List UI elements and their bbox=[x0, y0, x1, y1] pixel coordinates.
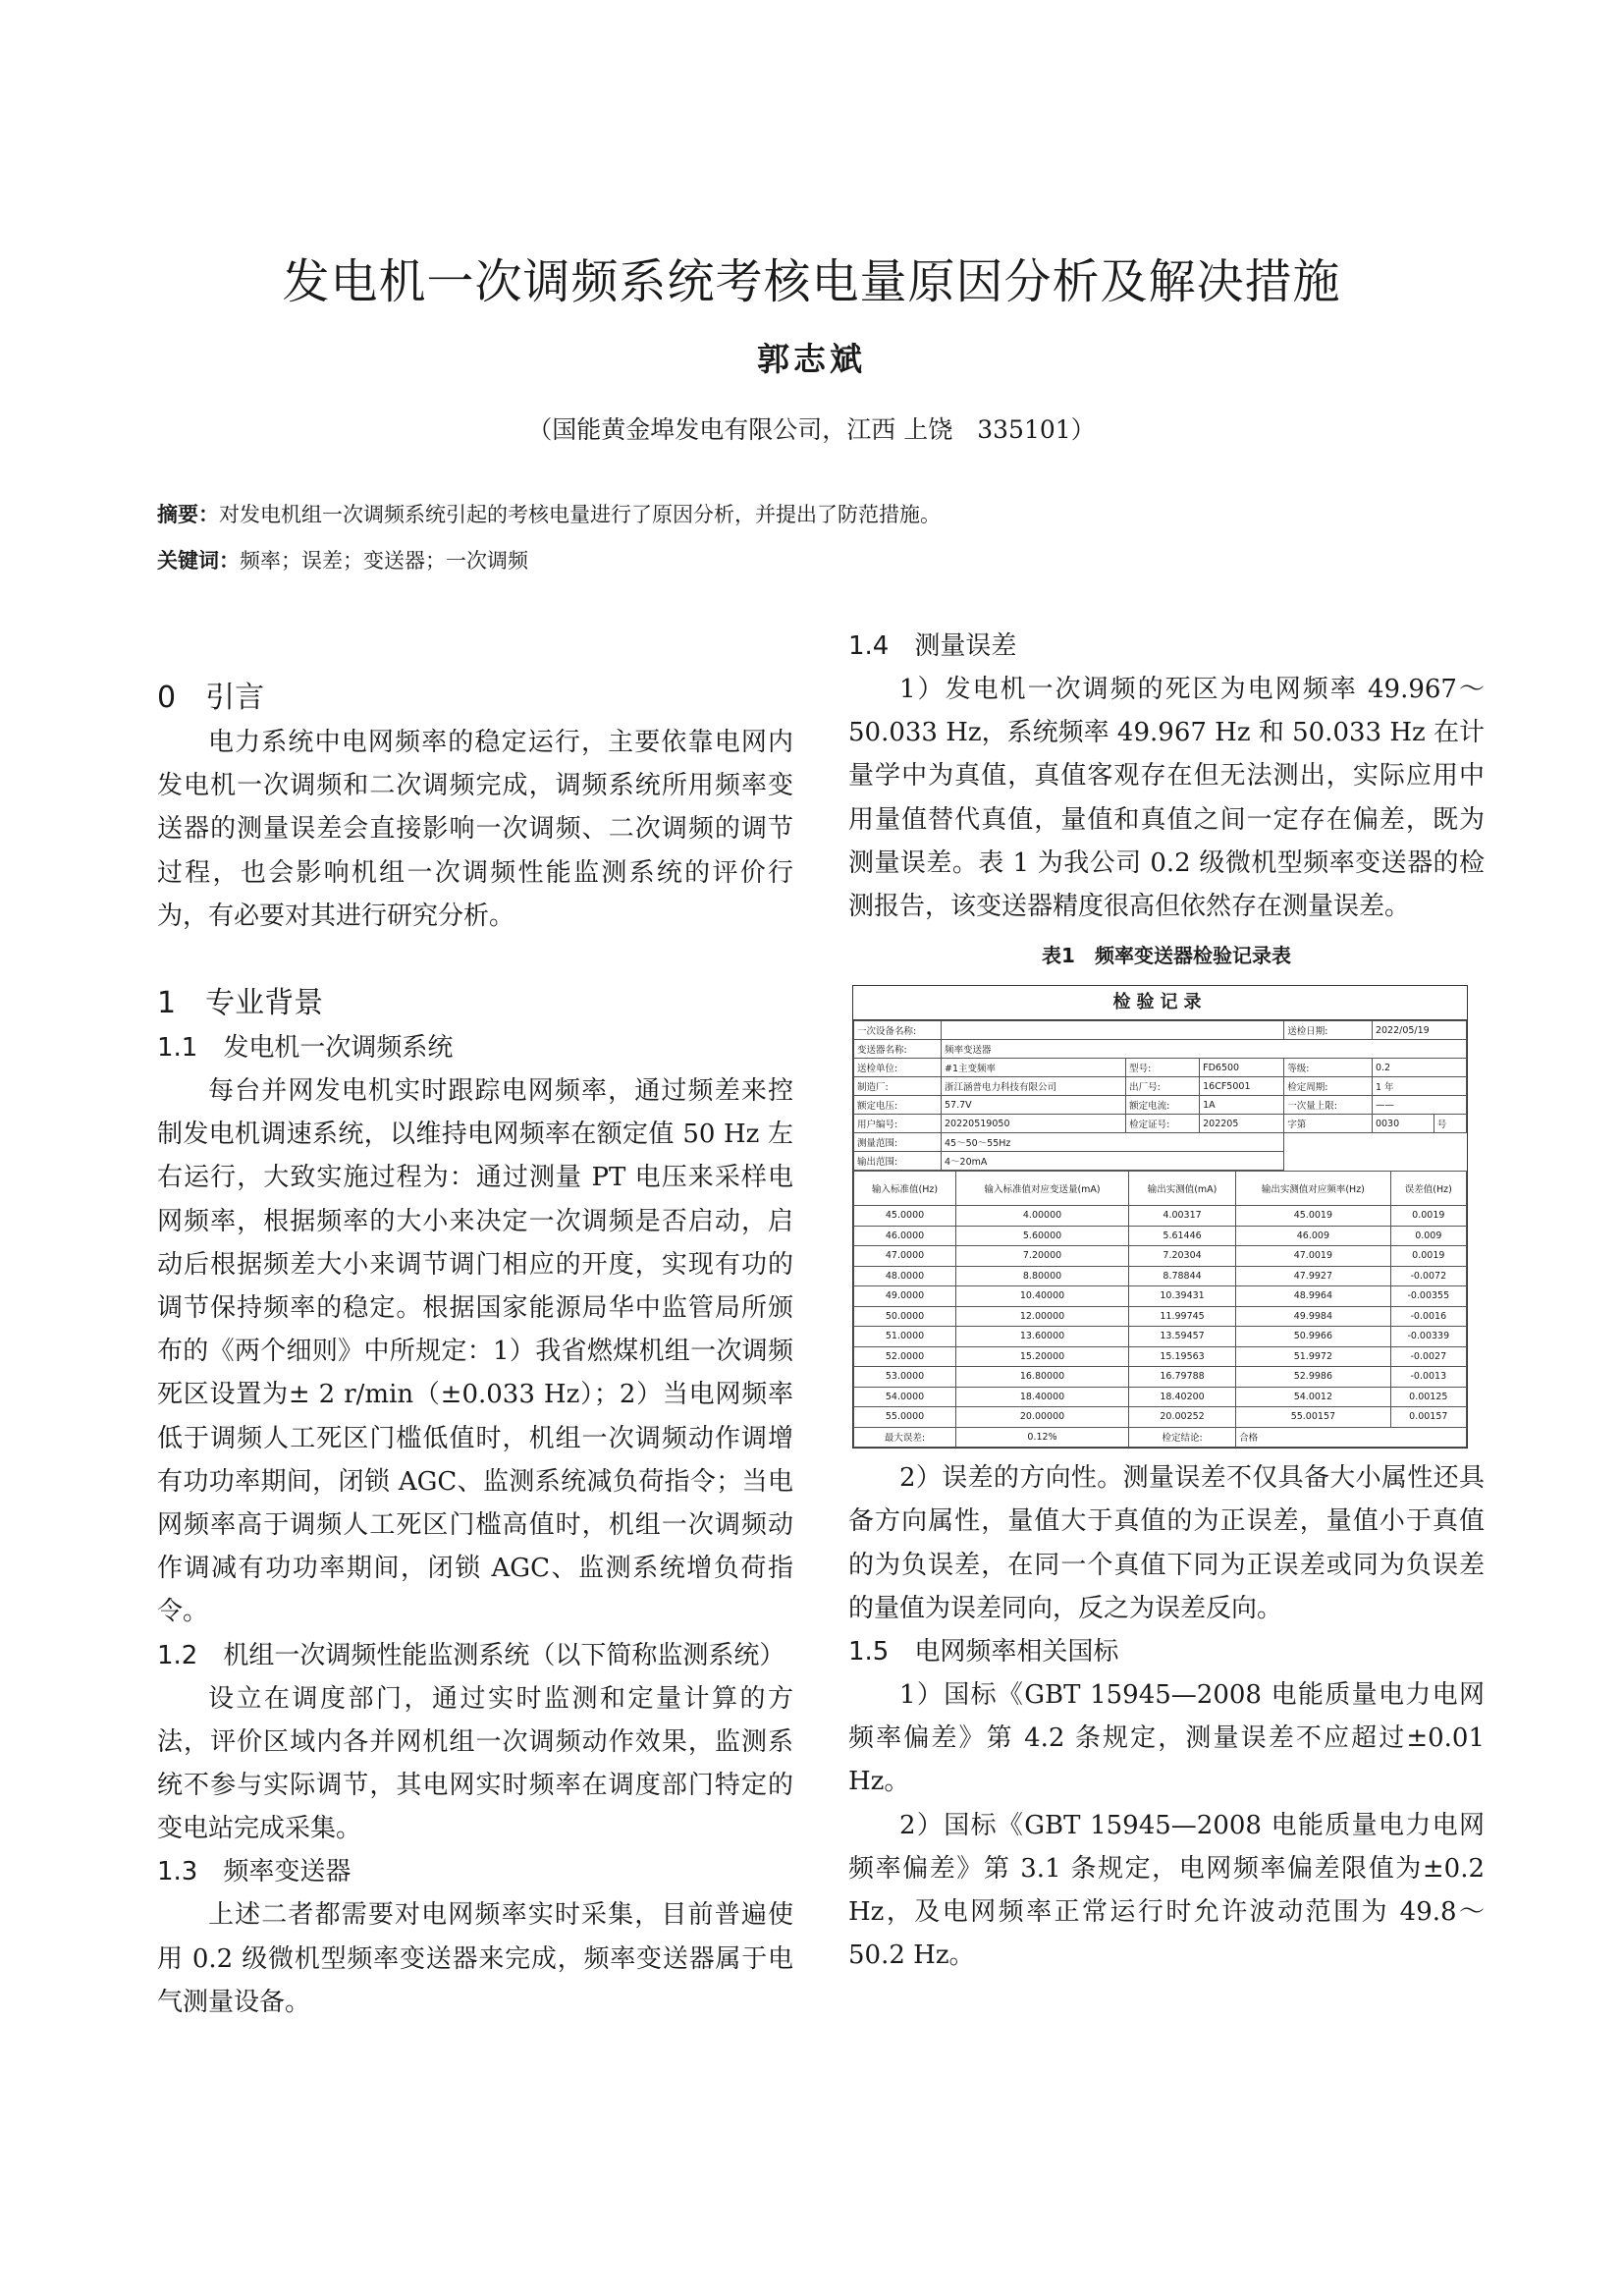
info-label: 等级: bbox=[1284, 1059, 1373, 1077]
table-row bbox=[854, 1346, 1467, 1367]
section-1-1-para: 每台并网发电机实时跟踪电网频率，通过频差来控制发电机调速系统，以维持电网频率在额定值 50 Hz 左右运行，大致实施过程为：通过测量 PT 电压来采样电网频率，根据频率的大小来决定一次调频是否启动，启动后根据频差大小来调节调门相应的开度，实现有功的调节保持频率的稳定。根据国家能源局华中监管局所颁布的《两个细则》中所规定：1）我省燃煤机组一次调频死区设置为± 2 r/min（±0.033 Hz）；2）当电网频率低于调频人工死区门槛低值时，机组一次调频动作调增有功功率期间，闭锁 AGC、监测系统减负荷指令；当电网频率高于调频人工死区门槛高值时，机组一次调频动作调减有功功率期间，闭锁 AGC、监测系统增负荷指令。 bbox=[157, 1076, 793, 1627]
abstract bbox=[157, 499, 1473, 528]
table-row bbox=[854, 1266, 1467, 1286]
table-row bbox=[854, 1206, 1467, 1227]
info-value: 16CF5001 bbox=[1200, 1077, 1284, 1096]
table-cell: 8.80000 bbox=[956, 1266, 1129, 1286]
table-cell: 18.40000 bbox=[956, 1387, 1129, 1407]
affiliation: （国能黄金埠发电有限公司，江西 上饶 335101） bbox=[527, 415, 1096, 444]
abstract-text: 对发电机组一次调频系统引起的考核电量进行了原因分析，并提出了防范措施。 bbox=[219, 503, 941, 526]
info-label: 额定电压: bbox=[854, 1096, 942, 1115]
author: 郭志斌 bbox=[757, 340, 866, 378]
table-cell: 4.00000 bbox=[956, 1206, 1129, 1227]
section-0-para: 电力系统中电网频率的稳定运行，主要依靠电网内发电机一次调频和二次调频完成，调频系统所用频率变送器的测量误差会直接影响一次调频、二次调频的调节过程，也会影响机组一次调频性能监测系统的评价行为，有必要对其进行研究分析。 bbox=[157, 728, 793, 931]
table-cell: 46.009 bbox=[1236, 1226, 1390, 1246]
table-cell: 52.9986 bbox=[1236, 1367, 1390, 1388]
section-1-4-para-1: 1）发电机一次调频的死区为电网频率 49.967～50.033 Hz，系统频率 49.967 Hz 和 50.033 Hz 在计量学中为真值，真值客观存在但无法测出，实际应用中用量值替代真值，量值和真值之间一定存在偏差，既为测量误差。表 1 为我公司 0.2 级微机型频率变送器的检测报告，该变送器精度很高但依然存在测量误差。 bbox=[848, 675, 1485, 922]
footer-value: 0.12% bbox=[956, 1427, 1129, 1448]
table-cell: 0.00125 bbox=[1390, 1387, 1466, 1407]
section-1-2-para: 设立在调度部门，通过实时监测和定量计算的方法，评价区域内各并网机组一次调频动作效果，监测系统不参与实际调节，其电网实时频率在调度部门特定的变电站完成采集。 bbox=[157, 1683, 793, 1844]
info-label: 出厂号: bbox=[1126, 1077, 1200, 1096]
table-cell: 0.0019 bbox=[1390, 1246, 1466, 1267]
info-label: 号 bbox=[1434, 1115, 1466, 1133]
table-cell: 0.00157 bbox=[1390, 1407, 1466, 1428]
section-1-5-heading: 1.5 电网频率相关国标 bbox=[848, 1637, 1119, 1667]
table-cell: 10.40000 bbox=[956, 1286, 1129, 1307]
info-label: 型号: bbox=[1126, 1059, 1200, 1077]
table-cell: 11.99745 bbox=[1128, 1306, 1235, 1327]
inspection-record bbox=[852, 985, 1468, 1449]
info-value: 1 年 bbox=[1372, 1077, 1466, 1096]
table-cell: 16.80000 bbox=[956, 1367, 1129, 1388]
section-1-4-heading: 1.4 测量误差 bbox=[848, 631, 1017, 661]
footer-value: 合格 bbox=[1236, 1427, 1467, 1448]
info-label: 字第 bbox=[1284, 1115, 1373, 1133]
table-cell: -0.0013 bbox=[1390, 1367, 1466, 1388]
section-1-4-para-2: 2）误差的方向性。测量误差不仅具备大小属性还具备方向属性，量值大于真值的为正误差，量值小于真值的为负误差，在同一个真值下同为正误差或同为负误差的量值为误差同向，反之为误差反向。 bbox=[848, 1463, 1485, 1623]
info-value: 0030 bbox=[1372, 1115, 1434, 1133]
table-row bbox=[854, 1226, 1467, 1246]
table-cell: -0.00339 bbox=[1390, 1327, 1466, 1347]
table-cell: 55.00157 bbox=[1236, 1407, 1390, 1428]
table-cell: 45.0019 bbox=[1236, 1206, 1390, 1227]
column-header: 输出实测值(mA) bbox=[1128, 1172, 1235, 1206]
table-cell: 16.79788 bbox=[1128, 1367, 1235, 1388]
table-cell: 50.0000 bbox=[854, 1306, 956, 1327]
info-label: 输出范围: bbox=[854, 1152, 942, 1171]
info-label: 变送器名称: bbox=[854, 1040, 942, 1059]
info-label: 一次量上限: bbox=[1284, 1096, 1373, 1115]
section-1-5-para-1: 1）国标《GBT 15945—2008 电能质量电力电网频率偏差》第 4.2 条规定，测量误差不应超过±0.01 Hz。 bbox=[848, 1680, 1485, 1797]
table-cell: 15.20000 bbox=[956, 1346, 1129, 1367]
keywords-label: 关键词： bbox=[157, 549, 240, 573]
info-value: 4～20mA bbox=[942, 1152, 1284, 1171]
table-row bbox=[854, 1327, 1467, 1347]
section-1-1-heading: 1.1 发电机一次调频系统 bbox=[157, 1033, 454, 1064]
table-cell: 53.0000 bbox=[854, 1367, 956, 1388]
info-label: 一次设备名称: bbox=[854, 1021, 942, 1040]
table-cell: 13.60000 bbox=[956, 1327, 1129, 1347]
table-cell: 10.39431 bbox=[1128, 1286, 1235, 1307]
table-cell: -0.0072 bbox=[1390, 1266, 1466, 1286]
section-1-3-heading: 1.3 频率变送器 bbox=[157, 1857, 352, 1887]
footer-label: 最大误差: bbox=[854, 1427, 956, 1448]
info-value: FD6500 bbox=[1200, 1059, 1284, 1077]
info-value: 频率变送器 bbox=[942, 1040, 1467, 1059]
table-cell: -0.0027 bbox=[1390, 1346, 1466, 1367]
table-cell: 51.0000 bbox=[854, 1327, 956, 1347]
info-value: 57.7V bbox=[942, 1096, 1126, 1115]
info-label: 制造厂: bbox=[854, 1077, 942, 1096]
info-label: 用户编号: bbox=[854, 1115, 942, 1133]
table-cell: 54.0000 bbox=[854, 1387, 956, 1407]
info-value: 202205 bbox=[1200, 1115, 1284, 1133]
info-label: 送检单位: bbox=[854, 1059, 942, 1077]
table-cell: 20.00000 bbox=[956, 1407, 1129, 1428]
keywords bbox=[157, 545, 1473, 574]
table-cell: 0.0019 bbox=[1390, 1206, 1466, 1227]
left-column bbox=[157, 676, 793, 2024]
info-label: 测量范围: bbox=[854, 1133, 942, 1152]
table-cell: 49.0000 bbox=[854, 1286, 956, 1307]
table-cell: 50.9966 bbox=[1236, 1327, 1390, 1347]
table-cell: 5.61446 bbox=[1128, 1226, 1235, 1246]
section-1-5-para-2: 2）国标《GBT 15945—2008 电能质量电力电网频率偏差》第 3.1 条规定，电网频率偏差限值为±0.2 Hz，及电网频率正常运行时允许波动范围为 49.8～50.2 Hz。 bbox=[848, 1810, 1485, 1971]
info-value: —— bbox=[1372, 1096, 1466, 1115]
info-value: 2022/05/19 bbox=[1372, 1021, 1466, 1040]
table-cell: 5.60000 bbox=[956, 1226, 1129, 1246]
table-cell: 13.59457 bbox=[1128, 1327, 1235, 1347]
table-cell: 48.0000 bbox=[854, 1266, 956, 1286]
abstract-label: 摘要： bbox=[157, 503, 219, 526]
table-cell: 52.0000 bbox=[854, 1346, 956, 1367]
table-cell: 7.20000 bbox=[956, 1246, 1129, 1267]
info-value: 1A bbox=[1200, 1096, 1284, 1115]
table-cell: -0.0016 bbox=[1390, 1306, 1466, 1327]
table-cell: 48.9964 bbox=[1236, 1286, 1390, 1307]
column-header: 输入标准值(Hz) bbox=[854, 1172, 956, 1206]
record-info-table bbox=[853, 1020, 1467, 1171]
info-value: 20220519050 bbox=[942, 1115, 1126, 1133]
table-1-caption: 表1 频率变送器检验记录表 bbox=[1042, 944, 1291, 968]
table-cell: 55.0000 bbox=[854, 1407, 956, 1428]
table-cell: 49.9984 bbox=[1236, 1306, 1390, 1327]
table-cell: 20.00252 bbox=[1128, 1407, 1235, 1428]
info-label: 额定电流: bbox=[1126, 1096, 1200, 1115]
info-value: 浙江涵普电力科技有限公司 bbox=[942, 1077, 1126, 1096]
section-1-heading: 1 专业背景 bbox=[157, 986, 324, 1021]
table-row bbox=[854, 1407, 1467, 1428]
footer-label: 检定结论: bbox=[1128, 1427, 1235, 1448]
table-cell: 47.0000 bbox=[854, 1246, 956, 1267]
table-cell: 47.9927 bbox=[1236, 1266, 1390, 1286]
info-value: 0.2 bbox=[1372, 1059, 1466, 1077]
record-title: 检验记录 bbox=[853, 986, 1467, 1020]
table-cell: 46.0000 bbox=[854, 1226, 956, 1246]
column-header: 输出实测值对应频率(Hz) bbox=[1236, 1172, 1390, 1206]
table-cell: 54.0012 bbox=[1236, 1387, 1390, 1407]
info-label: 检定周期: bbox=[1284, 1077, 1373, 1096]
info-value: 45～50～55Hz bbox=[942, 1133, 1284, 1152]
table-row bbox=[854, 1306, 1467, 1327]
section-0-heading: 0 引言 bbox=[157, 681, 265, 715]
column-header: 输入标准值对应变送量(mA) bbox=[956, 1172, 1129, 1206]
info-value bbox=[942, 1021, 1284, 1040]
table-row bbox=[854, 1246, 1467, 1267]
table-cell: 51.9972 bbox=[1236, 1346, 1390, 1367]
table-cell: 15.19563 bbox=[1128, 1346, 1235, 1367]
info-value: #1主变频率 bbox=[942, 1059, 1126, 1077]
table-cell: 7.20304 bbox=[1128, 1246, 1235, 1267]
table-row bbox=[854, 1286, 1467, 1307]
section-1-3-para: 上述二者都需要对电网频率实时采集，目前普遍使用 0.2 级微机型频率变送器来完成，频率变送器属于电气测量设备。 bbox=[157, 1900, 793, 2017]
section-1-2-heading: 1.2 机组一次调频性能监测系统（以下简称监测系统） bbox=[157, 1640, 785, 1670]
paper-title: 发电机一次调频系统考核电量原因分析及解决措施 bbox=[282, 254, 1341, 309]
column-header: 误差值(Hz) bbox=[1390, 1172, 1466, 1206]
info-label: 检定证号: bbox=[1126, 1115, 1200, 1133]
table-cell: 0.009 bbox=[1390, 1226, 1466, 1246]
table-row bbox=[854, 1387, 1467, 1407]
right-column bbox=[848, 625, 1485, 1977]
info-label: 送检日期: bbox=[1284, 1021, 1373, 1040]
table-cell: 12.00000 bbox=[956, 1306, 1129, 1327]
table-cell: 47.0019 bbox=[1236, 1246, 1390, 1267]
table-cell: 45.0000 bbox=[854, 1206, 956, 1227]
table-cell: 18.40200 bbox=[1128, 1387, 1235, 1407]
table-row bbox=[854, 1367, 1467, 1388]
table-cell: 8.78844 bbox=[1128, 1266, 1235, 1286]
keywords-text: 频率；误差；变送器；一次调频 bbox=[240, 549, 528, 573]
record-data-table bbox=[853, 1171, 1467, 1448]
table-cell: 4.00317 bbox=[1128, 1206, 1235, 1227]
table-cell: -0.00355 bbox=[1390, 1286, 1466, 1307]
